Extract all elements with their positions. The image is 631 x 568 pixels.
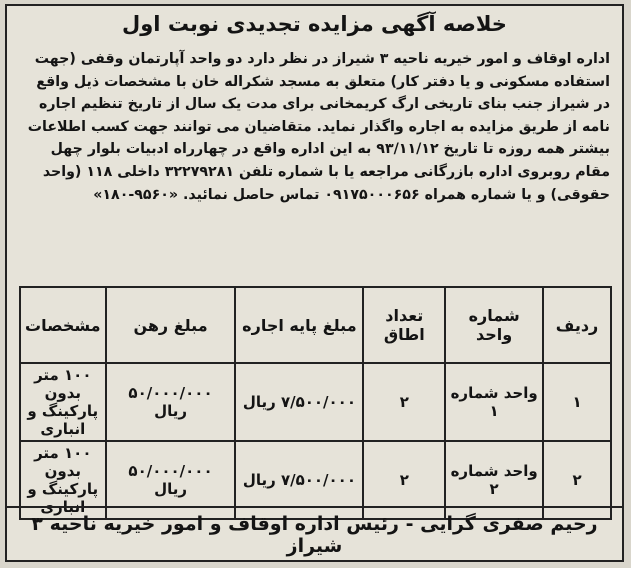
body-line: استفاده مسکونی و یا دفتر کار) متعلق به مسجد شکراله خان با مشخصات ذیل واقع xyxy=(36,73,610,90)
footer-divider xyxy=(7,506,622,508)
cell-unit-number: واحد شماره ۲ xyxy=(445,441,543,519)
cell-deposit: ۵۰/۰۰۰/۰۰۰ ریال xyxy=(106,441,236,519)
cell-base-rent: ۷/۵۰۰/۰۰۰ ریال xyxy=(235,363,363,441)
cell-row-number: ۲ xyxy=(543,441,611,519)
table-header-row xyxy=(20,287,611,363)
table-row xyxy=(20,363,611,441)
body-line: بیشتر همه روزه تا تاریخ ۹۳/۱۱/۱۲ به این اداره واقع در چهارراه ادبیات بلوار چهل xyxy=(50,141,610,158)
cell-specifications: ۱۰۰ متر بدون پارکینگ و انباری xyxy=(20,363,106,441)
header-specifications: مشخصات xyxy=(20,287,106,363)
units-table xyxy=(19,286,612,520)
announcement-frame xyxy=(5,4,624,562)
header-unit-number: شماره واحد xyxy=(445,287,543,363)
header-deposit: مبلغ رهن xyxy=(106,287,236,363)
body-line: در شیراز جنب بنای تاریخی ارگ کریمخانی برای مدت یک سال از تاریخ تنظیم اجاره xyxy=(38,96,610,113)
header-row-number: ردیف xyxy=(543,287,611,363)
signature-line: رحیم صفری گرایی - رئیس اداره اوقاف و امور خیریه ناحیه ۳ شیراز xyxy=(31,513,598,557)
body-line: اداره اوقاف و امور خیریه ناحیه ۳ شیراز در نظر دارد دو واحد آپارتمان وقفی (جهت xyxy=(34,51,610,67)
cell-unit-number: واحد شماره ۱ xyxy=(445,363,543,441)
cell-room-count: ۲ xyxy=(363,363,445,441)
body-line: حقوقی) و یا شماره همراه ۰۹۱۷۵۰۰۰۶۵۶ تماس حاصل نمائید. «۹۵۶۰-۱۸۰» xyxy=(93,186,610,203)
cell-row-number: ۱ xyxy=(543,363,611,441)
body-line: نامه از طریق مزایده به اجاره واگذار نماید. متقاضیان می توانند جهت کسب اطلاعات xyxy=(27,118,610,135)
cell-base-rent: ۷/۵۰۰/۰۰۰ ریال xyxy=(235,441,363,519)
cell-deposit: ۵۰/۰۰۰/۰۰۰ ریال xyxy=(106,363,236,441)
announcement-body xyxy=(19,48,610,206)
header-base-rent: مبلغ پایه اجاره xyxy=(235,287,363,363)
announcement-title: خلاصه آگهی مزایده تجدیدی نوبت اول xyxy=(122,12,507,36)
cell-specifications: ۱۰۰ متر بدون پارکینگ و انباری xyxy=(20,441,106,519)
cell-room-count: ۲ xyxy=(363,441,445,519)
header-room-count: تعداد اطاق xyxy=(363,287,445,363)
body-line: مقام روبروی اداره بازرگانی مراجعه یا با شماره تلفن ۳۲۲۷۹۲۸۱ داخلی ۱۱۸ (واحد xyxy=(42,163,610,180)
